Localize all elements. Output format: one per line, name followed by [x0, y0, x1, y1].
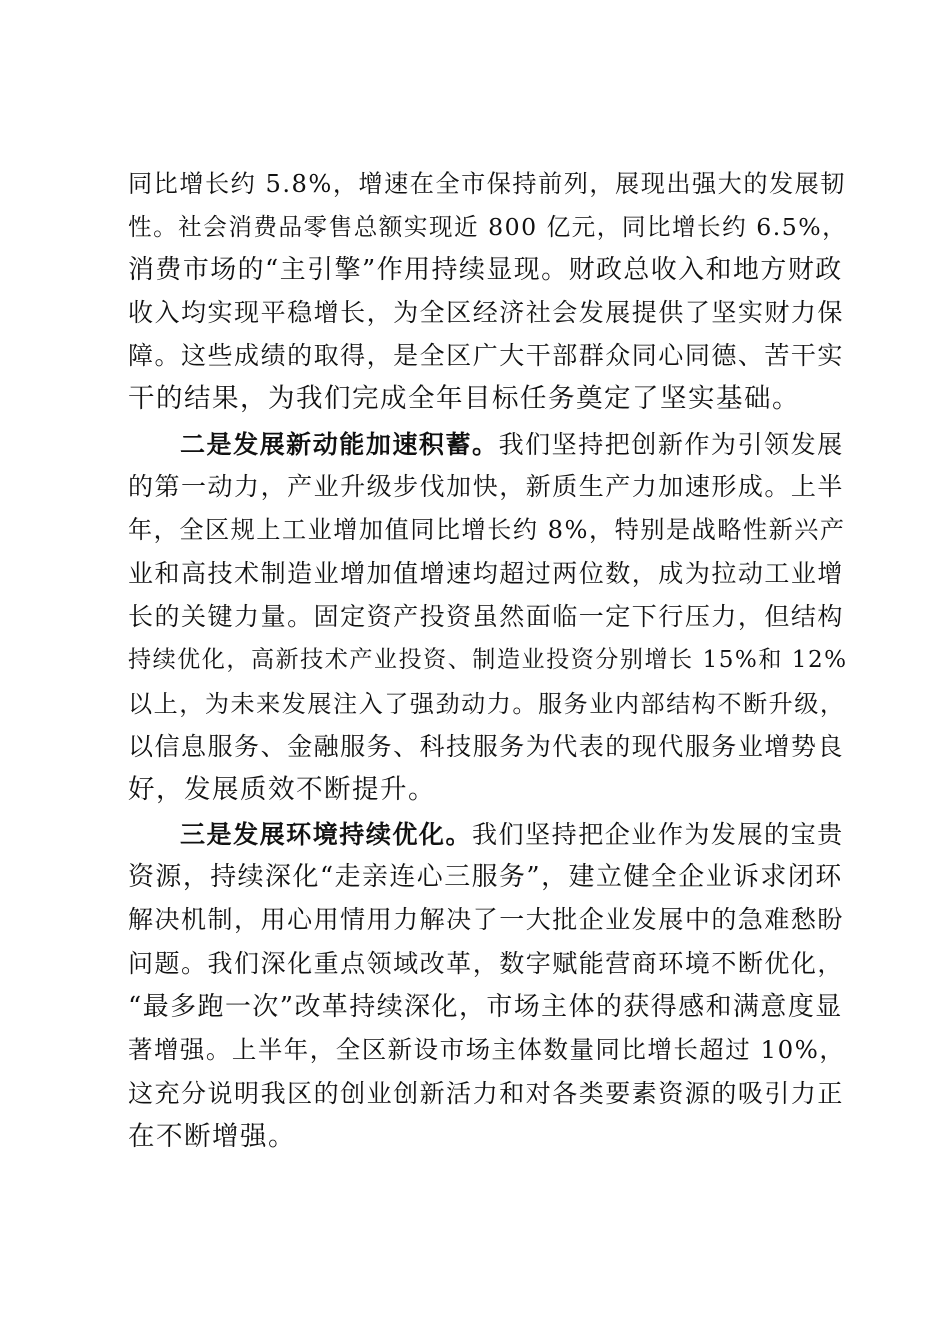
paragraph-2-line-9: 好，发展质效不断提升。: [128, 774, 436, 805]
paragraph-2-first-line: [180, 426, 844, 462]
paragraph-3-line-2: 资源，持续深化“走亲连心三服务”，建立健全企业诉求闭环: [128, 862, 843, 892]
paragraph-2-first-line-text: 我们坚持把创新作为引领发展: [498, 430, 844, 459]
paragraph-1-line-1: 同比增长约 5.8%，增速在全市保持前列，展现出强大的发展韧: [128, 170, 846, 198]
paragraph-3-line-6: 著增强。上半年，全区新设市场主体数量同比增长超过 10%，: [128, 1035, 846, 1064]
paragraph-1-line-3: 消费市场的“主引擎”作用持续显现。财政总收入和地方财政: [128, 255, 843, 285]
paragraph-2-line-3: 年，全区规上工业增加值同比增长约 8%，特别是战略性新兴产: [128, 516, 846, 544]
paragraph-3-first-line: [180, 816, 844, 852]
paragraph-2-line-7: 以上，为未来发展注入了强劲动力。服务业内部结构不断升级，: [128, 690, 846, 718]
paragraph-2-heading: 二是发展新动能加速积蓄。: [180, 429, 499, 459]
paragraph-2-line-2: 的第一动力，产业升级步伐加快，新质生产力加速形成。上半: [128, 472, 844, 501]
paragraph-1-line-4: 收入均实现平稳增长，为全区经济社会发展提供了坚实财力保: [128, 298, 844, 327]
paragraph-2-line-5: 长的关键力量。固定资产投资虽然面临一定下行压力，但结构: [128, 602, 844, 631]
paragraph-3-line-4: 问题。我们深化重点领域改革，数字赋能营商环境不断优化，: [128, 949, 844, 978]
paragraph-2-line-6: 持续优化，高新技术产业投资、制造业投资分别增长 15%和 12%: [128, 647, 848, 673]
paragraph-3-heading: 三是发展环境持续优化。: [180, 819, 473, 849]
paragraph-2-line-8: 以信息服务、金融服务、科技服务为代表的现代服务业增势良: [128, 732, 844, 761]
paragraph-2-line-4: 业和高技术制造业增加值增速均超过两位数，成为拉动工业增: [128, 559, 844, 588]
paragraph-3-line-8: 在不断增强。: [128, 1121, 296, 1152]
paragraph-3-line-5: “最多跑一次”改革持续深化，市场主体的获得感和满意度显: [128, 992, 843, 1022]
paragraph-1-line-2: 性。社会消费品零售总额实现近 800 亿元，同比增长约 6.5%，: [128, 213, 848, 241]
paragraph-1-line-6: 干的结果，为我们完成全年目标任务奠定了坚实基础。: [128, 383, 800, 414]
paragraph-3-line-3: 解决机制，用心用情用力解决了一大批企业发展中的急难愁盼: [128, 905, 844, 934]
paragraph-1-line-5: 障。这些成绩的取得，是全区广大干部群众同心同德、苦干实: [128, 341, 844, 370]
paragraph-3-first-line-text: 我们坚持把企业作为发展的宝贵: [472, 820, 844, 849]
paragraph-3-line-7: 这充分说明我区的创业创新活力和对各类要素资源的吸引力正: [128, 1079, 844, 1108]
